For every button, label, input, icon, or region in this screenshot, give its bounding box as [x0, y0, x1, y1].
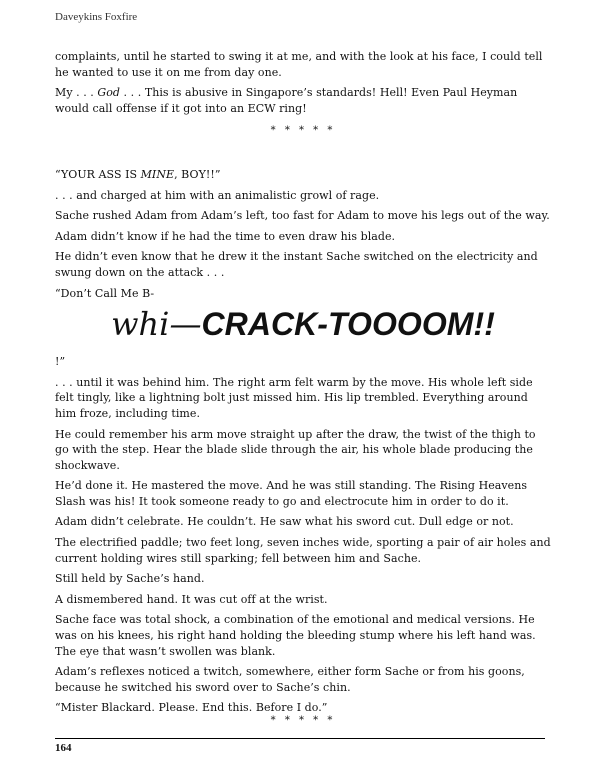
footer-rule [55, 738, 545, 739]
paragraph: A dismembered hand. It was cut off at the wrist. [55, 592, 328, 606]
text-run: , BOY!!” [174, 167, 221, 181]
text-run: “YOUR ASS IS [55, 167, 141, 181]
scene-break: * * * * * [270, 125, 336, 137]
paragraph: . . . and charged at him with an animalistic growl of rage. [55, 188, 380, 202]
paragraph: Adam’s reflexes noticed a twitch, somewhere, either form Sache or from his goons, because he switched his sword over to Sache’s chin. [55, 665, 525, 694]
sound-effect [55, 306, 551, 342]
paragraph: “Mister Blackard. Please. End this. Before I do.” [55, 701, 328, 715]
paragraph: He’d done it. He mastered the move. And he was still standing. The Rising Heavens Slash was his! It took someone ready to go and electrocute him in order to do it. [55, 479, 528, 508]
paragraph: Sache rushed Adam from Adam’s left, too fast for Adam to move his legs out of the way. [55, 209, 550, 223]
body-text [55, 49, 551, 721]
paragraph: Still held by Sache’s hand. [55, 572, 205, 586]
paragraph: The electrified paddle; two feet long, seven inches wide, sporting a pair of air holes and current holding wires still sparking; fell between him and Sache. [55, 536, 551, 565]
text-run: . . . This is abusive in Singapore’s standards! Hell! Even Paul Heyman would call offense if it got into an ECW ring! [55, 86, 518, 115]
paragraph: He didn’t even know that he drew it the instant Sache switched on the electricity and swung down on the attack . . . [55, 250, 538, 279]
emphasis: MINE [140, 167, 175, 181]
paragraph: “Don’t Call Me B- [55, 286, 155, 300]
paragraph: He could remember his arm move straight up after the draw, the twist of the thigh to go with the step. Hear the blade slide through the air, his whole blade producing the shockwave. [55, 427, 536, 472]
running-header: Daveykins Foxfire [55, 11, 138, 23]
page-number: 164 [55, 742, 72, 754]
sound-effect-prefix: whi— [111, 305, 202, 344]
paragraph: Sache face was total shock, a combination of the emotional and medical versions. He was on his knees, his right hand holding the bleeding stump where his left hand was. The eye that wasn’t swollen was blank. [55, 613, 536, 658]
text-run: My . . . [55, 86, 98, 100]
paragraph [55, 167, 551, 183]
paragraph: Adam didn’t celebrate. He couldn’t. He saw what his sword cut. Dull edge or not. [55, 515, 514, 529]
scene-break: * * * * * [270, 715, 336, 726]
emphasis: God [97, 86, 121, 100]
paragraph: . . . until it was behind him. The right arm felt warm by the move. His whole left side felt tingly, like a lightning bolt just missed him. His lip trembled. Everything around him froze, including time. [55, 375, 533, 420]
sound-effect-main: CRACK-TOOOOM!! [201, 306, 495, 343]
paragraph: Adam didn’t know if he had the time to even draw his blade. [55, 229, 396, 243]
paragraph: complaints, until he started to swing it at me, and with the look at his face, I could tell he wanted to use it on me from day one. [55, 50, 543, 79]
paragraph [55, 85, 551, 116]
paragraph: !” [55, 355, 66, 369]
